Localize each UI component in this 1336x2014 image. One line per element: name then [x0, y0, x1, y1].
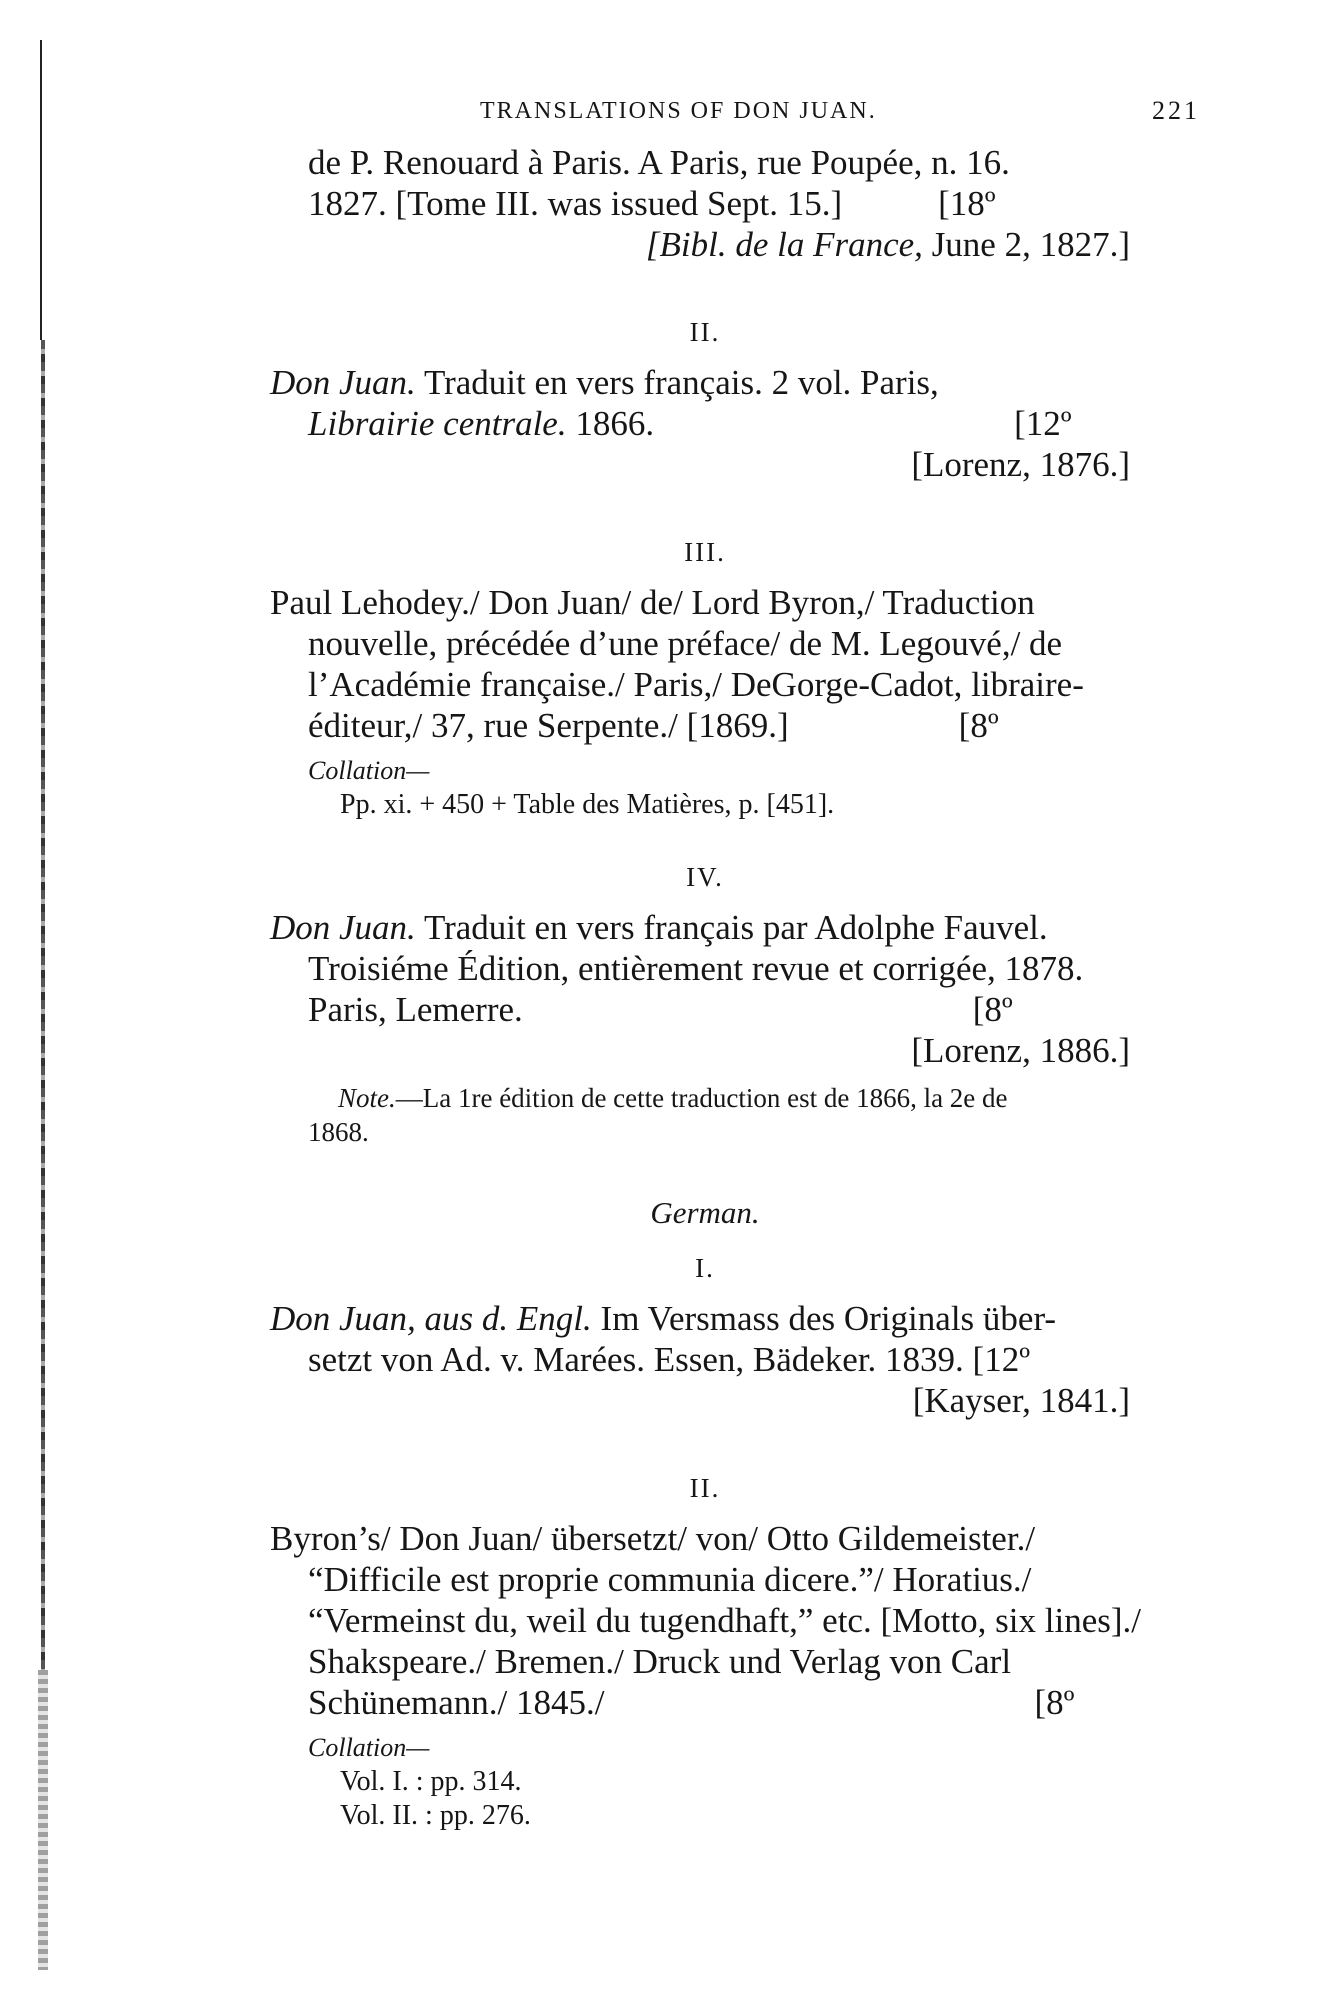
- entry-line-text: Paris, Lemerre.: [308, 990, 523, 1029]
- entry-line-text: Im Versmass des Originals über-: [600, 1299, 1057, 1338]
- entry-line-text: Traduit en vers français par Adolphe Fauvel.: [423, 908, 1048, 947]
- entry-numeral: II.: [689, 1473, 721, 1503]
- book-page: [270, 90, 1210, 1833]
- entry-title: Don Juan.: [270, 363, 416, 402]
- entry-numeral: I.: [695, 1253, 715, 1283]
- entry-note: [270, 1081, 1210, 1149]
- entry-line: [270, 1682, 1210, 1723]
- entry-german-1: [270, 1298, 1210, 1421]
- entry-french-3: [270, 582, 1210, 822]
- entry-continuation: [270, 142, 1210, 265]
- entry-line-text: Schünemann./ 1845./: [308, 1683, 605, 1722]
- gutter-line-top: [40, 40, 42, 340]
- reference-date: June 2, 1827.]: [922, 225, 1130, 264]
- gutter-line-bottom: [38, 1670, 48, 1970]
- bibliographic-reference: [Kayser, 1841.]: [912, 1381, 1130, 1420]
- entry-line: [270, 403, 1210, 444]
- entry-line: de P. Renouard à Paris. A Paris, rue Poupée, n. 16.: [308, 143, 1010, 182]
- entry-line-text: setzt von Ad. v. Marées. Essen, Bädeker. 1839.: [308, 1340, 964, 1379]
- entry-title: Don Juan.: [270, 908, 416, 947]
- collation-text: Pp. xi. + 450 + Table des Matières, p. [451].: [340, 789, 835, 820]
- page-number: 221: [1152, 96, 1200, 125]
- format-mark: [12º: [972, 1340, 1031, 1379]
- section-heading-german: German.: [650, 1195, 760, 1230]
- running-head-title: TRANSLATIONS OF DON JUAN.: [480, 98, 877, 124]
- gutter-line-middle: [41, 340, 45, 1670]
- format-mark: [8º: [958, 706, 999, 745]
- entry-line: [270, 362, 1210, 403]
- entry-line-text: éditeur,/ 37, rue Serpente./ [1869.]: [308, 706, 789, 745]
- entry-numeral: II.: [689, 317, 721, 347]
- running-head: [270, 90, 1210, 130]
- collation-label: Collation—: [308, 1733, 430, 1762]
- scanned-gutter-edge: [38, 40, 48, 1970]
- entry-line: [270, 989, 1210, 1030]
- entry-german-2: [270, 1518, 1210, 1833]
- entry-line: l’Académie française./ Paris,/ DeGorge-Cadot, libraire-: [308, 665, 1084, 704]
- format-mark: [12º: [1014, 404, 1072, 443]
- bibliographic-reference: [Lorenz, 1886.]: [911, 1031, 1130, 1070]
- note-label: Note.: [338, 1083, 396, 1113]
- entry-line: Troisiéme Édition, entièrement revue et corrigée, 1878.: [308, 949, 1084, 988]
- collation-text: Vol. II. : pp. 276.: [340, 1800, 531, 1831]
- bibliographic-reference: [270, 224, 1210, 265]
- entry-numeral: III.: [684, 537, 726, 567]
- entry-line: “Difficile est proprie communia dicere.”/ Horatius./: [308, 1560, 1032, 1599]
- entry-french-2: [270, 362, 1210, 485]
- entry-line: [270, 907, 1210, 948]
- entry-title: Don Juan, aus d. Engl.: [270, 1299, 592, 1338]
- entry-line: Paul Lehodey./ Don Juan/ de/ Lord Byron,/ Traduction: [270, 583, 1035, 622]
- entry-line: [270, 1298, 1210, 1339]
- entry-line: [270, 1339, 1210, 1380]
- reference-source: [Bibl. de la France,: [645, 225, 923, 264]
- entry-numeral: IV.: [686, 862, 724, 892]
- entry-french-4: [270, 907, 1210, 1149]
- entry-line: Byron’s/ Don Juan/ übersetzt/ von/ Otto Gildemeister./: [270, 1519, 1036, 1558]
- entry-line-text: 1827. [Tome III. was issued Sept. 15.]: [308, 184, 843, 223]
- entry-publisher: Librairie centrale.: [308, 404, 567, 443]
- note-text: —La 1re édition de cette traduction est de 1866, la 2e de: [395, 1083, 1008, 1113]
- format-mark: [18º: [938, 184, 996, 223]
- entry-line-text: Traduit en vers français. 2 vol. Paris,: [423, 363, 939, 402]
- entry-line: [270, 183, 1210, 224]
- entry-line: nouvelle, précédée d’une préface/ de M. Legouvé,/ de: [308, 624, 1063, 663]
- note-line: 1868.: [308, 1117, 369, 1147]
- note-line: [270, 1081, 1210, 1115]
- format-mark: [8º: [1034, 1683, 1075, 1722]
- entry-line: “Vermeinst du, weil du tugendhaft,” etc. [Motto, six lines]./: [308, 1601, 1142, 1640]
- collation-text: Vol. I. : pp. 314.: [340, 1766, 522, 1797]
- entry-line: Shakspeare./ Bremen./ Druck und Verlag von Carl: [308, 1642, 1012, 1681]
- collation-label: Collation—: [308, 756, 430, 785]
- entry-line: [270, 705, 1210, 746]
- bibliographic-reference: [Lorenz, 1876.]: [911, 445, 1130, 484]
- format-mark: [8º: [972, 990, 1013, 1029]
- entry-year: 1866.: [566, 404, 655, 443]
